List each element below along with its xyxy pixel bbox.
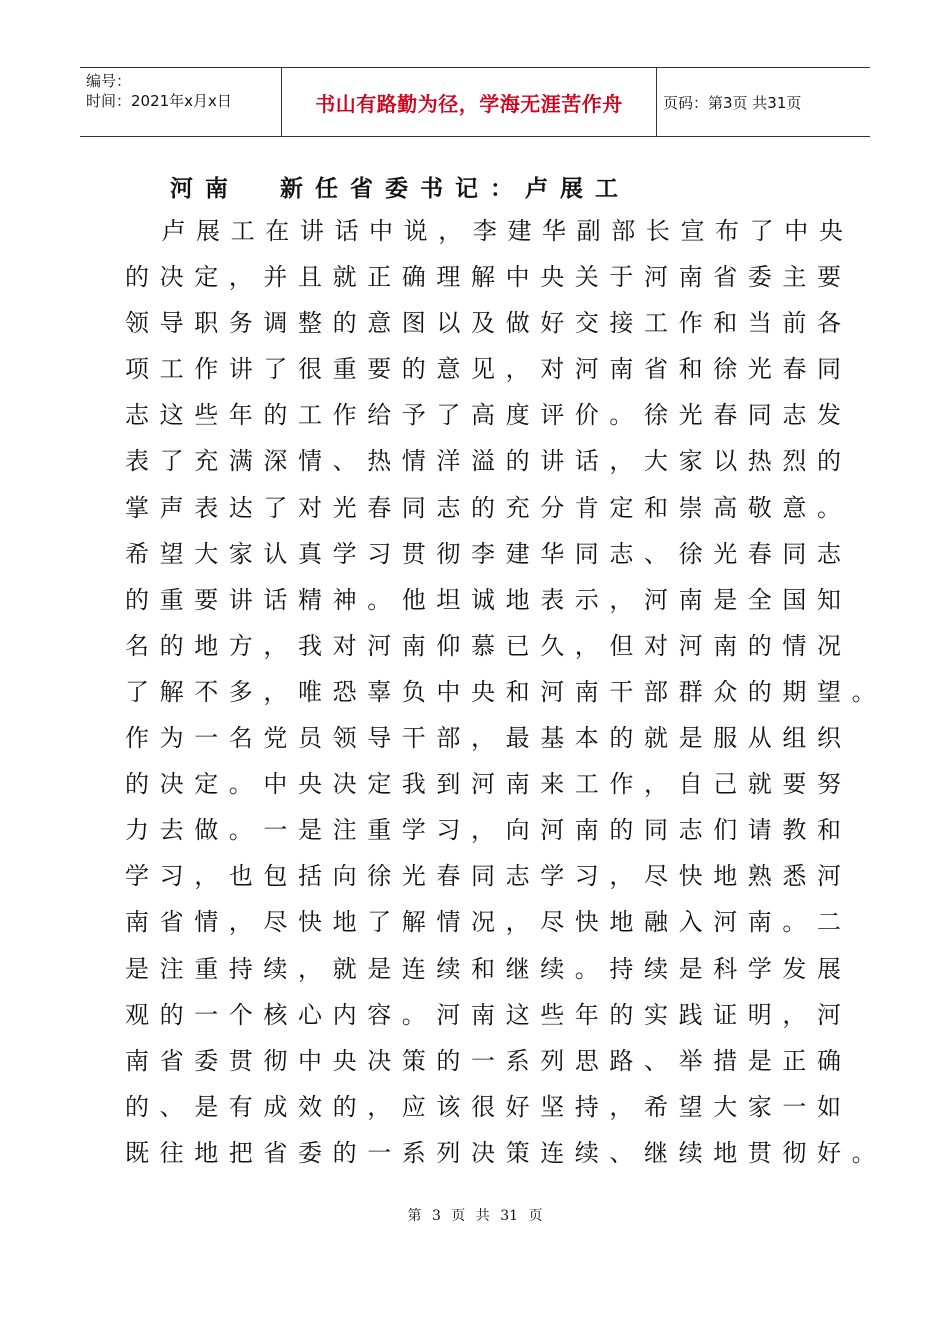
body-line: 了解不多，唯恐辜负中央和河南干部群众的期望。 [125, 677, 887, 706]
body-line: 的决定，并且就正确理解中央关于河南省委主要 [125, 263, 852, 292]
body-line: 既往地把省委的一系列决策连续、继续地贯彻好。 [125, 1138, 887, 1167]
body-line: 学习，也包括向徐光春同志学习，尽快地熟悉河 [125, 862, 852, 891]
page-footer: 第 3 页 共 31 页 [407, 1208, 543, 1224]
body-line: 观的一个核心内容。河南这些年的实践证明，河 [125, 1000, 852, 1029]
body-line: 的重要讲话精神。他坦诚地表示，河南是全国知 [125, 585, 852, 614]
body-line: 希望大家认真学习贯彻李建华同志、徐光春同志 [125, 539, 852, 568]
body-line: 力去做。一是注重学习，向河南的同志们请教和 [125, 816, 852, 845]
body-line: 志这些年的工作给予了高度评价。徐光春同志发 [125, 401, 852, 430]
body-line: 名的地方，我对河南仰慕已久，但对河南的情况 [125, 631, 852, 660]
body-line: 南省情，尽快地了解情况，尽快地融入河南。二 [125, 908, 852, 937]
body-line: 的、是有成效的，应该很好坚持，希望大家一如 [125, 1092, 852, 1121]
body-line: 的决定。中央决定我到河南来工作，自己就要努 [125, 770, 852, 799]
body-line: 作为一名党员领导干部，最基本的就是服从组织 [125, 724, 852, 753]
header-motto: 书山有路勤为径，学海无涯苦作舟 [282, 68, 657, 136]
document-header [80, 67, 870, 137]
article-body [125, 208, 887, 1176]
article-title: 河南 新任省委书记：卢展工 [170, 175, 631, 202]
time-label: 时间：2021年x月x日 [86, 92, 232, 110]
body-line: 掌声表达了对光春同志的充分肯定和崇高敬意。 [125, 493, 852, 522]
body-line: 是注重持续，就是连续和继续。持续是科学发展 [125, 954, 852, 983]
header-page-info: 页码：第3页 共31页 [663, 93, 802, 112]
header-meta [80, 68, 282, 136]
body-line: 领导职务调整的意图以及做好交接工作和当前各 [125, 309, 852, 338]
body-line: 卢展工在讲话中说，李建华副部长宣布了中央 [125, 217, 854, 245]
body-line: 表了充满深情、热情洋溢的讲话，大家以热烈的 [125, 447, 852, 476]
number-label: 编号： [86, 72, 132, 90]
body-line: 南省委贯彻中央决策的一系列思路、举措是正确 [125, 1046, 852, 1075]
body-line: 项工作讲了很重要的意见，对河南省和徐光春同 [125, 355, 852, 384]
